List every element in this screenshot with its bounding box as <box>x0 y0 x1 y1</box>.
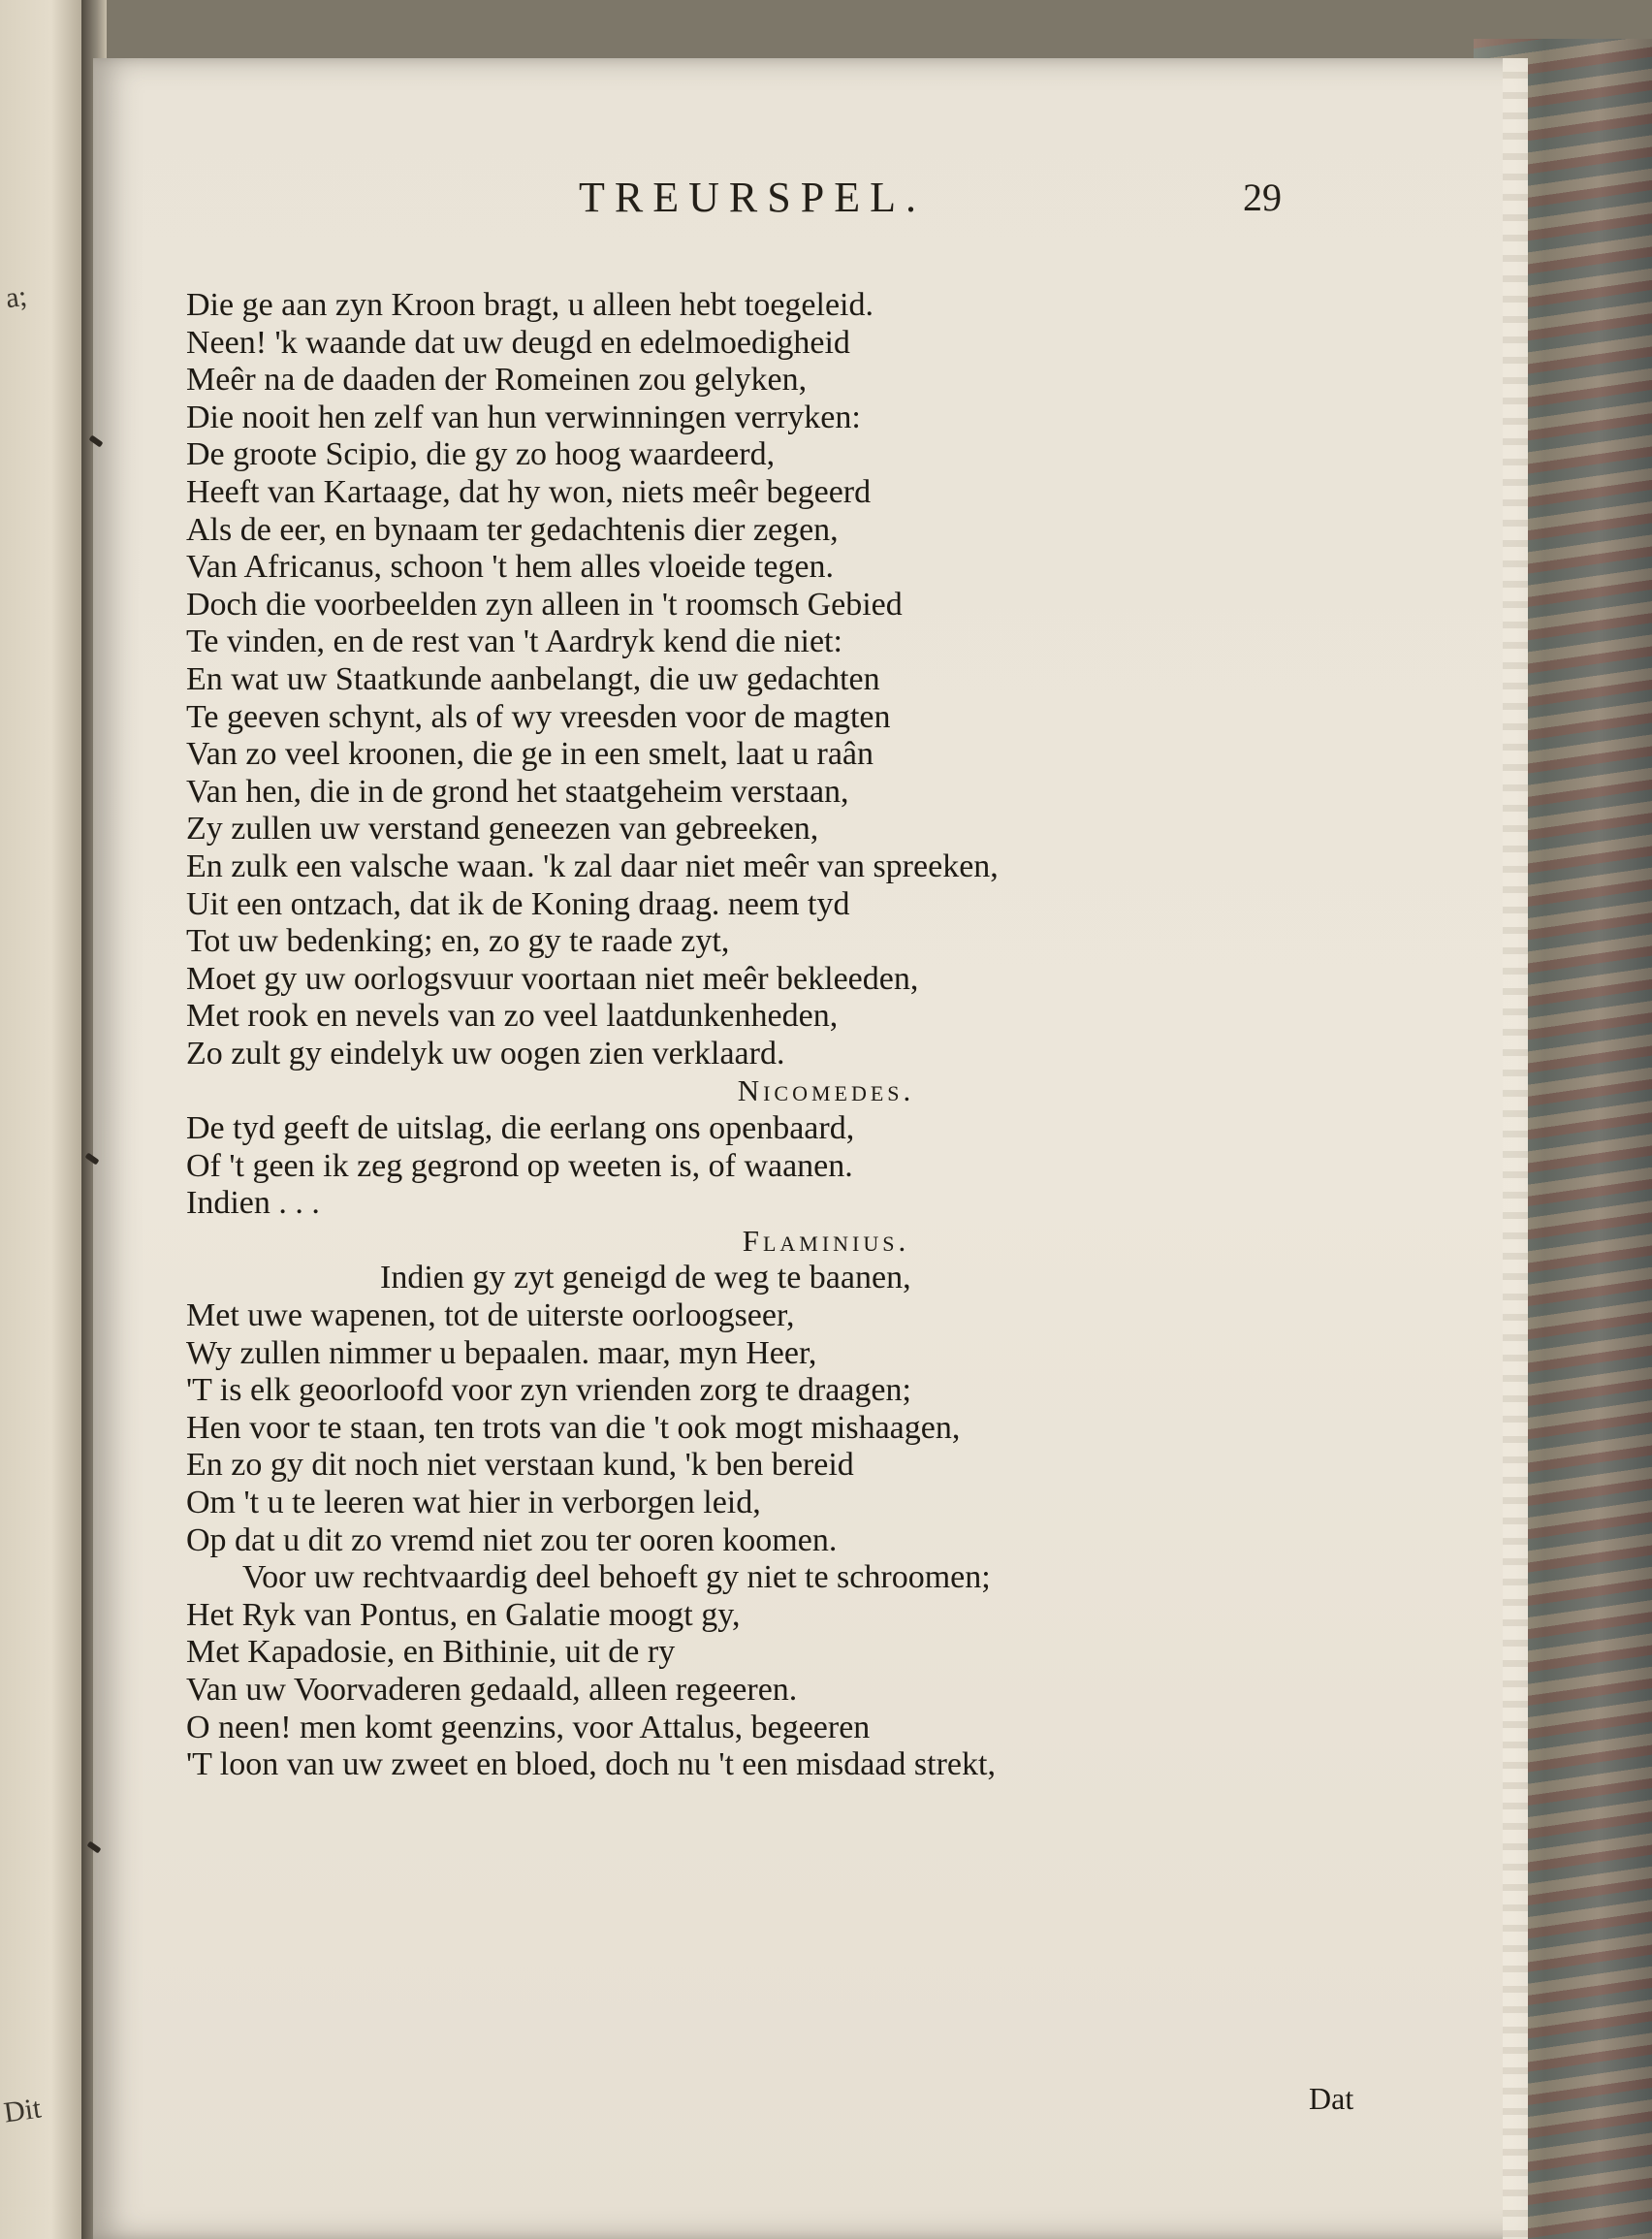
verse-line: Als de eer, en bynaam ter gedachtenis dier zegen, <box>186 511 839 548</box>
verse-line: Van hen, die in de grond het staatgeheim verstaan, <box>186 773 849 810</box>
verse-line: En wat uw Staatkunde aanbelangt, die uw gedachten <box>186 660 880 697</box>
facing-page-edge <box>0 0 93 2239</box>
verse-line: Zo zult gy eindelyk uw oogen zien verklaard. <box>186 1035 785 1072</box>
verse-line: En zo gy dit noch niet verstaan kund, 'k ben bereid <box>186 1447 854 1484</box>
facing-page-fragment-bottom: Dit <box>1 2092 44 2129</box>
verse-line: Van uw Voorvaderen gedaald, alleen regeeren. <box>186 1671 798 1708</box>
verse-line: Het Ryk van Pontus, en Galatie moogt gy, <box>186 1596 741 1633</box>
verse-line: Heeft van Kartaage, dat hy won, niets meêr begeerd <box>186 473 872 510</box>
verse-line: Of 't geen ik zeg gegrond op weeten is, of waanen. <box>186 1147 853 1184</box>
verse-line: Te vinden, en de rest van 't Aardryk kend die niet: <box>186 624 842 660</box>
page-number: 29 <box>1243 176 1282 219</box>
verse-line: Op dat u dit zo vremd niet zou ter ooren koomen. <box>186 1521 838 1558</box>
verse-line: Indien . . . <box>186 1185 320 1222</box>
verse-line: O neen! men komt geenzins, voor Attalus, begeeren <box>186 1709 871 1745</box>
verse-line: Wy zullen nimmer u bepaalen. maar, myn Heer, <box>186 1334 817 1371</box>
verse-line: Om 't u te leeren wat hier in verborgen leid, <box>186 1485 761 1520</box>
verse-line: De tyd geeft de uitslag, die eerlang ons openbaard, <box>186 1110 855 1147</box>
speaker-name: Nicomedes. <box>737 1073 915 1108</box>
verse-line: Neen! 'k waande dat uw deugd en edelmoedigheid <box>186 324 850 361</box>
verse-line: De groote Scipio, die gy zo hoog waardeerd, <box>186 436 776 473</box>
verse-line: Van zo veel kroonen, die ge in een smelt, laat u raân <box>186 736 874 773</box>
page-header <box>93 173 1528 250</box>
verse-line: Met Kapadosie, en Bithinie, uit de ry <box>186 1634 676 1671</box>
verse-line: Die ge aan zyn Kroon bragt, u alleen hebt toegeleid. <box>186 287 874 323</box>
deckle-edge <box>1503 58 1528 2239</box>
verse-line: Uit een ontzach, dat ik de Koning draag. neem tyd <box>186 885 850 922</box>
verse-line: Hen voor te staan, ten trots van die 't ook mogt mishaagen, <box>186 1409 961 1446</box>
running-title: TREURSPEL. <box>579 174 926 221</box>
catchword: Dat <box>1309 2081 1354 2116</box>
verse-line: Met rook en nevels van zo veel laatdunkenheden, <box>186 998 839 1035</box>
verse-line: Voor uw rechtvaardig deel behoeft gy niet te schroomen; <box>242 1559 991 1596</box>
speaker-name: Flaminius. <box>742 1223 910 1258</box>
verse-line: Met uwe wapenen, tot de uiterste oorloogseer, <box>186 1297 795 1334</box>
facing-page-fragment-top: a; <box>3 279 29 315</box>
verse-line: Doch die voorbeelden zyn alleen in 't roomsch Gebied <box>186 586 903 623</box>
verse-line: 'T is elk geoorloofd voor zyn vrienden zorg te draagen; <box>186 1372 911 1409</box>
verse-line: En zulk een valsche waan. 'k zal daar niet meêr van spreeken, <box>186 848 999 884</box>
verse-text <box>186 287 1408 1784</box>
book-page <box>93 58 1528 2239</box>
verse-line: Die nooit hen zelf van hun verwinningen verryken: <box>186 399 861 435</box>
verse-line: 'T loon van uw zweet en bloed, doch nu 't een misdaad strekt, <box>186 1746 996 1783</box>
verse-line: Moet gy uw oorlogsvuur voortaan niet meêr bekleeden, <box>186 960 919 997</box>
verse-line: Meêr na de daaden der Romeinen zou gelyken, <box>186 362 808 399</box>
verse-line: Te geeven schynt, als of wy vreesden voor de magten <box>186 698 891 735</box>
verse-line: Van Africanus, schoon 't hem alles vloeide tegen. <box>186 549 834 586</box>
verse-line: Zy zullen uw verstand geneezen van gebreeken, <box>186 811 819 848</box>
verse-line: Indien gy zyt geneigd de weg te baanen, <box>380 1260 911 1296</box>
verse-line: Tot uw bedenking; en, zo gy te raade zyt, <box>186 923 730 960</box>
